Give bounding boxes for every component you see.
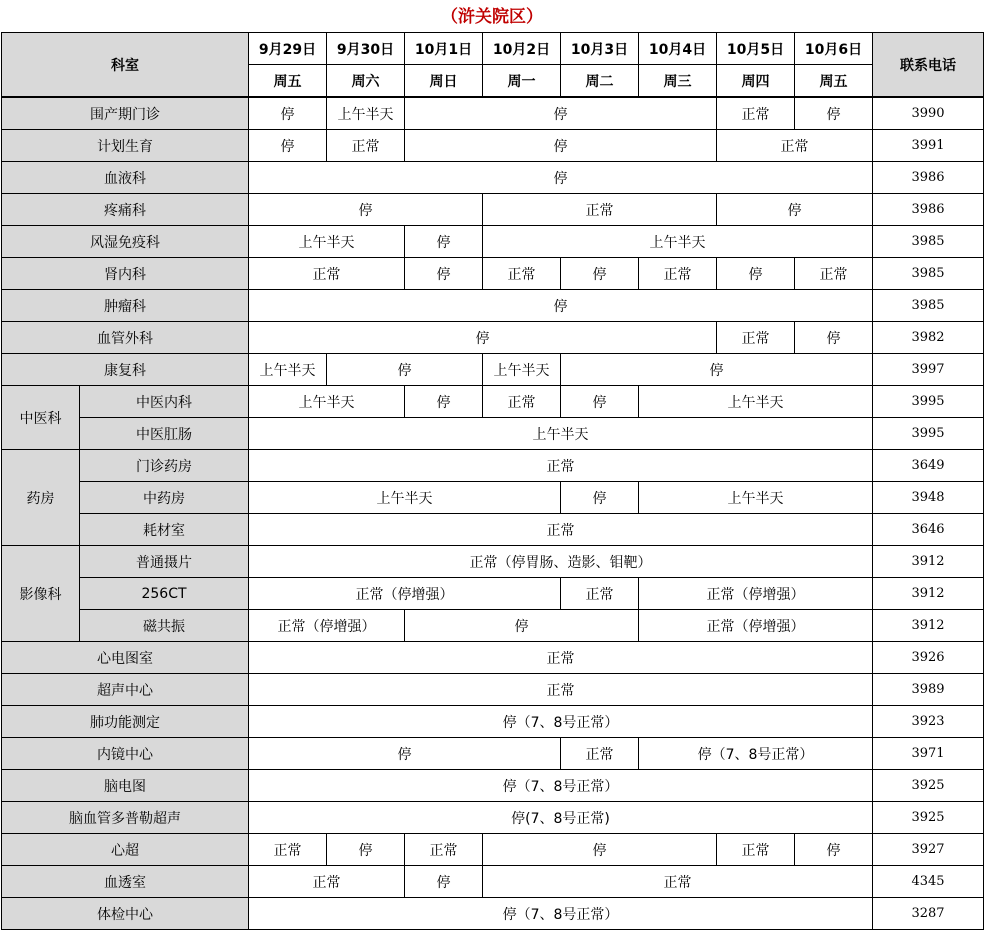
table-row xyxy=(2,290,984,322)
schedule-cell: 停 xyxy=(327,834,405,866)
dept-cell: 中医肛肠 xyxy=(80,418,249,450)
schedule-cell: 停 xyxy=(405,226,483,258)
header-weekday: 周六 xyxy=(327,65,405,98)
schedule-cell: 停 xyxy=(249,97,327,130)
dept-group-cell: 中医科 xyxy=(2,386,80,450)
phone-cell: 4345 xyxy=(873,866,984,898)
schedule-cell: 停 xyxy=(795,97,873,130)
header-date: 10月4日 xyxy=(639,33,717,65)
phone-cell: 3925 xyxy=(873,770,984,802)
dept-cell: 中医内科 xyxy=(80,386,249,418)
dept-cell: 超声中心 xyxy=(2,674,249,706)
phone-cell: 3989 xyxy=(873,674,984,706)
table-row xyxy=(2,770,984,802)
table-row xyxy=(2,258,984,290)
table-row xyxy=(2,674,984,706)
phone-cell: 3925 xyxy=(873,802,984,834)
dept-cell: 血管外科 xyxy=(2,322,249,354)
phone-cell: 3912 xyxy=(873,610,984,642)
dept-cell: 心电图室 xyxy=(2,642,249,674)
phone-cell: 3926 xyxy=(873,642,984,674)
schedule-cell: 正常 xyxy=(249,642,873,674)
phone-cell: 3287 xyxy=(873,898,984,930)
dept-cell: 疼痛科 xyxy=(2,194,249,226)
phone-cell: 3971 xyxy=(873,738,984,770)
phone-cell: 3982 xyxy=(873,322,984,354)
header-weekday: 周二 xyxy=(561,65,639,98)
schedule-cell: 正常 xyxy=(561,738,639,770)
page-title: （浒关院区） xyxy=(441,7,543,27)
schedule-cell: 停 xyxy=(249,290,873,322)
schedule-cell: 停 xyxy=(405,258,483,290)
schedule-cell: 正常 xyxy=(483,386,561,418)
table-row xyxy=(2,578,984,610)
phone-cell: 3986 xyxy=(873,162,984,194)
dept-cell: 血液科 xyxy=(2,162,249,194)
dept-cell: 脑血管多普勒超声 xyxy=(2,802,249,834)
schedule-cell: 正常 xyxy=(249,514,873,546)
table-row xyxy=(2,450,984,482)
schedule-cell: 正常 xyxy=(249,834,327,866)
schedule-cell: 停（7、8号正常） xyxy=(249,706,873,738)
schedule-cell: 上午半天 xyxy=(249,354,327,386)
header-date: 10月2日 xyxy=(483,33,561,65)
header-date: 10月3日 xyxy=(561,33,639,65)
schedule-cell: 停 xyxy=(483,834,717,866)
schedule-cell: 正常 xyxy=(483,194,717,226)
header-weekday: 周一 xyxy=(483,65,561,98)
dept-cell: 康复科 xyxy=(2,354,249,386)
schedule-cell: 正常 xyxy=(561,578,639,610)
schedule-cell: 正常（停增强） xyxy=(249,610,405,642)
phone-cell: 3948 xyxy=(873,482,984,514)
phone-cell: 3997 xyxy=(873,354,984,386)
schedule-cell: 正常 xyxy=(405,834,483,866)
header-date: 9月30日 xyxy=(327,33,405,65)
table-row xyxy=(2,482,984,514)
phone-cell: 3995 xyxy=(873,386,984,418)
schedule-cell: 停（7、8号正常） xyxy=(249,770,873,802)
phone-cell: 3985 xyxy=(873,258,984,290)
phone-cell: 3986 xyxy=(873,194,984,226)
table-row xyxy=(2,866,984,898)
dept-cell: 血透室 xyxy=(2,866,249,898)
phone-cell: 3991 xyxy=(873,130,984,162)
schedule-cell: 停 xyxy=(249,194,483,226)
schedule-cell: 正常 xyxy=(249,258,405,290)
schedule-cell: 正常（停增强） xyxy=(639,578,873,610)
schedule-cell: 停 xyxy=(249,322,717,354)
dept-cell: 体检中心 xyxy=(2,898,249,930)
schedule-cell: 停 xyxy=(561,258,639,290)
table-row xyxy=(2,834,984,866)
schedule-cell: 停 xyxy=(795,322,873,354)
header-date: 10月5日 xyxy=(717,33,795,65)
schedule-cell: 上午半天 xyxy=(483,226,873,258)
schedule-cell: 停（7、8号正常） xyxy=(249,898,873,930)
table-row xyxy=(2,802,984,834)
dept-cell: 肺功能测定 xyxy=(2,706,249,738)
schedule-cell: 停 xyxy=(795,834,873,866)
schedule-cell: 停 xyxy=(249,130,327,162)
table-row xyxy=(2,194,984,226)
schedule-cell: 正常 xyxy=(483,866,873,898)
phone-cell: 3912 xyxy=(873,578,984,610)
table-row xyxy=(2,642,984,674)
dept-cell: 脑电图 xyxy=(2,770,249,802)
schedule-cell: 停(7、8号正常) xyxy=(249,802,873,834)
dept-cell: 普通摄片 xyxy=(80,546,249,578)
dept-cell: 计划生育 xyxy=(2,130,249,162)
schedule-cell: 上午半天 xyxy=(249,482,561,514)
header-phone: 联系电话 xyxy=(873,33,984,98)
table-row xyxy=(2,322,984,354)
schedule-cell: 正常 xyxy=(795,258,873,290)
table-row xyxy=(2,738,984,770)
schedule-cell: 上午半天 xyxy=(249,226,405,258)
phone-cell: 3923 xyxy=(873,706,984,738)
schedule-table xyxy=(1,32,984,930)
header-date: 10月6日 xyxy=(795,33,873,65)
schedule-cell: 上午半天 xyxy=(639,482,873,514)
schedule-cell: 正常 xyxy=(717,834,795,866)
header-weekday: 周日 xyxy=(405,65,483,98)
dept-cell: 肿瘤科 xyxy=(2,290,249,322)
schedule-cell: 正常 xyxy=(717,97,795,130)
schedule-cell: 正常（停胃肠、造影、钼靶） xyxy=(249,546,873,578)
schedule-cell: 正常 xyxy=(717,130,873,162)
schedule-cell: 正常（停增强） xyxy=(639,610,873,642)
header-dept: 科室 xyxy=(2,33,249,98)
schedule-cell: 停 xyxy=(561,386,639,418)
schedule-cell: 正常 xyxy=(483,258,561,290)
schedule-cell: 停 xyxy=(405,610,639,642)
dept-cell: 肾内科 xyxy=(2,258,249,290)
schedule-cell: 正常 xyxy=(717,322,795,354)
table-body xyxy=(2,97,984,930)
schedule-cell: 停 xyxy=(717,258,795,290)
table-row xyxy=(2,354,984,386)
schedule-cell: 停（7、8号正常） xyxy=(639,738,873,770)
table-header xyxy=(2,33,984,98)
table-row xyxy=(2,418,984,450)
schedule-cell: 正常 xyxy=(249,450,873,482)
table-row xyxy=(2,610,984,642)
dept-cell: 门诊药房 xyxy=(80,450,249,482)
schedule-cell: 上午半天 xyxy=(639,386,873,418)
phone-cell: 3995 xyxy=(873,418,984,450)
phone-cell: 3927 xyxy=(873,834,984,866)
schedule-cell: 正常 xyxy=(249,866,405,898)
schedule-cell: 正常 xyxy=(249,674,873,706)
table-row xyxy=(2,386,984,418)
table-row xyxy=(2,546,984,578)
table-row xyxy=(2,898,984,930)
phone-cell: 3649 xyxy=(873,450,984,482)
schedule-cell: 停 xyxy=(561,482,639,514)
phone-cell: 3985 xyxy=(873,290,984,322)
schedule-cell: 停 xyxy=(405,386,483,418)
dept-cell: 磁共振 xyxy=(80,610,249,642)
schedule-cell: 正常 xyxy=(639,258,717,290)
dept-cell: 耗材室 xyxy=(80,514,249,546)
table-row xyxy=(2,226,984,258)
table-row xyxy=(2,514,984,546)
header-weekday: 周三 xyxy=(639,65,717,98)
header-weekday: 周五 xyxy=(795,65,873,98)
header-weekday: 周五 xyxy=(249,65,327,98)
table-row xyxy=(2,97,984,130)
phone-cell: 3985 xyxy=(873,226,984,258)
table-row xyxy=(2,162,984,194)
schedule-cell: 上午半天 xyxy=(249,418,873,450)
table-row xyxy=(2,130,984,162)
dept-group-cell: 药房 xyxy=(2,450,80,546)
phone-cell: 3990 xyxy=(873,97,984,130)
dept-group-cell: 影像科 xyxy=(2,546,80,642)
schedule-cell: 停 xyxy=(327,354,483,386)
dept-cell: 风湿免疫科 xyxy=(2,226,249,258)
table-row xyxy=(2,706,984,738)
dept-cell: 256CT xyxy=(80,578,249,610)
schedule-cell: 停 xyxy=(405,130,717,162)
phone-cell: 3912 xyxy=(873,546,984,578)
dept-cell: 内镜中心 xyxy=(2,738,249,770)
phone-cell: 3646 xyxy=(873,514,984,546)
schedule-cell: 正常 xyxy=(327,130,405,162)
header-date: 10月1日 xyxy=(405,33,483,65)
header-date: 9月29日 xyxy=(249,33,327,65)
header-weekday: 周四 xyxy=(717,65,795,98)
schedule-cell: 上午半天 xyxy=(483,354,561,386)
schedule-cell: 停 xyxy=(561,354,873,386)
schedule-cell: 正常（停增强） xyxy=(249,578,561,610)
schedule-cell: 停 xyxy=(405,866,483,898)
schedule-cell: 停 xyxy=(405,97,717,130)
dept-cell: 中药房 xyxy=(80,482,249,514)
schedule-cell: 上午半天 xyxy=(327,97,405,130)
schedule-cell: 停 xyxy=(249,162,873,194)
dept-cell: 围产期门诊 xyxy=(2,97,249,130)
schedule-cell: 上午半天 xyxy=(249,386,405,418)
schedule-cell: 停 xyxy=(717,194,873,226)
schedule-cell: 停 xyxy=(249,738,561,770)
dept-cell: 心超 xyxy=(2,834,249,866)
